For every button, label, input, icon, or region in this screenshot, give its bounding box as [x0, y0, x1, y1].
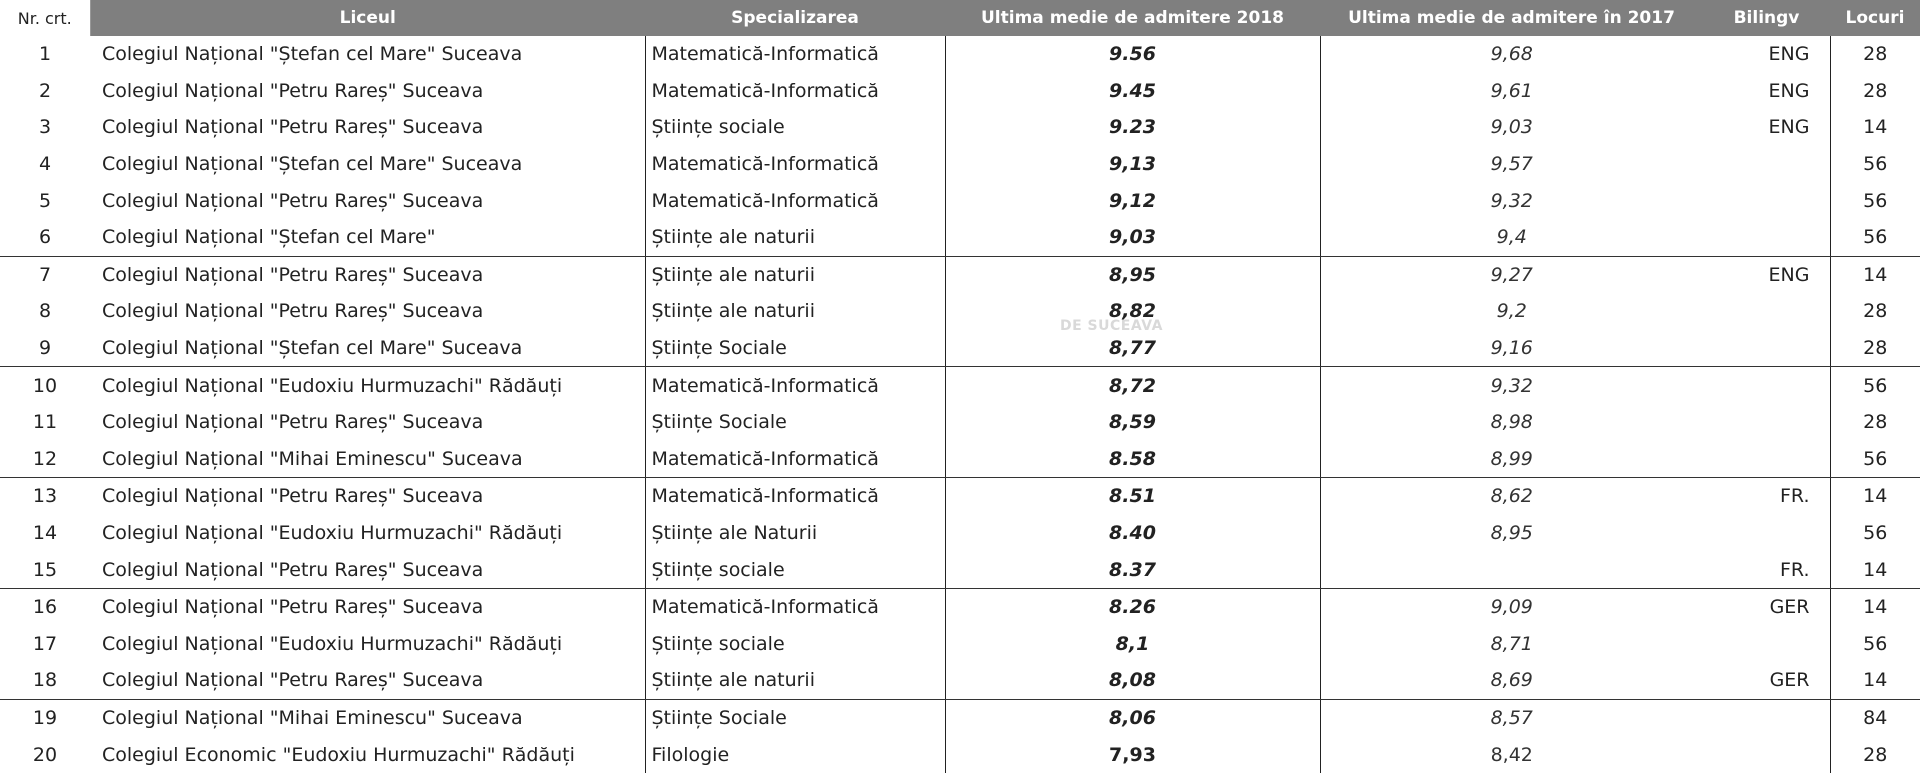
cell-medie-2017: 8,57 — [1320, 699, 1703, 736]
cell-specializarea: Științe Sociale — [645, 404, 945, 441]
cell-medie-2018: 8,95 — [945, 256, 1320, 293]
cell-liceul: Colegiul Național "Ștefan cel Mare" — [90, 219, 645, 256]
cell-specializarea: Matematică-Informatică — [645, 478, 945, 515]
cell-liceul: Colegiul Național "Petru Rareș" Suceava — [102, 300, 484, 323]
cell-medie-2018: 9,12 — [945, 182, 1320, 219]
cell-liceul: Colegiul Național "Eudoxiu Hurmuzachi" Rădăuți — [102, 632, 563, 655]
table-row — [0, 36, 1920, 73]
table-row — [0, 182, 1920, 219]
cell-medie-2018: 8.37 — [945, 551, 1320, 588]
cell-liceul: Colegiul Național "Petru Rareș" Suceava — [102, 189, 484, 212]
cell-bilingv: FR. — [1703, 551, 1830, 588]
cell-bilingv — [1703, 699, 1830, 736]
cell-medie-2018: 9.23 — [945, 109, 1320, 146]
cell-locuri: 14 — [1830, 662, 1920, 699]
table-row — [0, 662, 1920, 699]
cell-medie-2018: 8.51 — [945, 478, 1320, 515]
cell-liceul: Colegiul Național "Ștefan cel Mare" Suceava — [102, 43, 523, 66]
cell-medie-2017: 9,32 — [1320, 367, 1703, 404]
header-row — [0, 0, 1920, 36]
cell-locuri: 56 — [1830, 626, 1920, 663]
cell-liceul: Colegiul Național "Ștefan cel Mare" Suceava — [90, 330, 645, 367]
cell-liceul: Colegiul Național "Petru Rareș" Suceava — [102, 116, 484, 139]
cell-bilingv — [1703, 182, 1830, 219]
cell-specializarea: Științe sociale — [645, 551, 945, 588]
cell-bilingv — [1703, 219, 1830, 256]
table-row — [0, 219, 1920, 256]
cell-nr: 17 — [32, 632, 58, 655]
cell-locuri: 56 — [1830, 146, 1920, 183]
cell-nr: 4 — [38, 153, 52, 176]
cell-bilingv — [1703, 293, 1830, 330]
cell-specializarea: Științe ale Naturii — [645, 515, 945, 552]
cell-specializarea: Științe Sociale — [645, 699, 945, 736]
cell-locuri: 14 — [1830, 478, 1920, 515]
cell-nr: 6 — [0, 219, 90, 256]
cell-medie-2018: 9,03 — [945, 219, 1320, 256]
cell-bilingv: ENG — [1768, 263, 1810, 286]
cell-bilingv — [1703, 404, 1830, 441]
table-row — [0, 404, 1920, 441]
cell-bilingv — [1703, 626, 1830, 663]
cell-locuri: 28 — [1830, 404, 1920, 441]
cell-nr: 8 — [38, 300, 52, 323]
cell-medie-2018: 8,1 — [945, 626, 1320, 663]
cell-locuri: 14 — [1830, 256, 1920, 293]
cell-medie-2017 — [1320, 551, 1703, 588]
cell-locuri: 84 — [1830, 699, 1920, 736]
cell-specializarea: Matematică-Informatică — [645, 367, 945, 404]
cell-medie-2017: 9,27 — [1320, 256, 1703, 293]
table-row — [0, 736, 1920, 773]
header-locuri: Locuri — [1830, 0, 1920, 36]
header-medie-2018: Ultima medie de admitere 2018 — [945, 0, 1320, 36]
cell-nr: 14 — [32, 522, 58, 545]
cell-nr: 2 — [38, 79, 52, 102]
cell-medie-2018: 8,59 — [945, 404, 1320, 441]
cell-liceul: Colegiul Național "Eudoxiu Hurmuzachi" Rădăuți — [102, 374, 563, 397]
cell-liceul: Colegiul Național "Mihai Eminescu" Suceava — [90, 441, 645, 478]
cell-medie-2017: 8,99 — [1320, 441, 1703, 478]
cell-medie-2017: 8,95 — [1320, 515, 1703, 552]
cell-specializarea: Științe Sociale — [645, 330, 945, 367]
cell-liceul: Colegiul Național "Petru Rareș" Suceava — [102, 263, 484, 286]
cell-medie-2017: 9,57 — [1320, 146, 1703, 183]
cell-locuri: 28 — [1830, 736, 1920, 773]
cell-bilingv — [1703, 146, 1830, 183]
table-row — [0, 73, 1920, 110]
cell-specializarea: Filologie — [645, 736, 945, 773]
cell-liceul: Colegiul Național "Mihai Eminescu" Suceava — [102, 706, 523, 729]
cell-bilingv — [1703, 736, 1830, 773]
table-row — [0, 109, 1920, 146]
cell-bilingv — [1703, 330, 1830, 367]
cell-locuri: 56 — [1830, 515, 1920, 552]
header-bilingv: Bilingv — [1703, 0, 1830, 36]
cell-medie-2017: 9,4 — [1320, 219, 1703, 256]
cell-liceul: Colegiul Național "Petru Rareș" Suceava — [90, 662, 645, 699]
cell-locuri: 56 — [1830, 441, 1920, 478]
table-row — [0, 441, 1920, 478]
cell-liceul: Colegiul Național "Petru Rareș" Suceava — [102, 411, 484, 434]
cell-specializarea: Matematică-Informatică — [645, 588, 945, 625]
cell-nr: 10 — [32, 374, 58, 397]
cell-medie-2018: 8.26 — [945, 588, 1320, 625]
cell-medie-2018: 9,13 — [945, 146, 1320, 183]
cell-nr: 12 — [0, 441, 90, 478]
table-row — [0, 626, 1920, 663]
cell-medie-2017: 9,09 — [1320, 588, 1703, 625]
cell-liceul: Colegiul Național "Petru Rareș" Suceava — [102, 79, 484, 102]
cell-medie-2017: 8,71 — [1320, 626, 1703, 663]
cell-specializarea: Matematică-Informatică — [645, 146, 945, 183]
cell-nr: 7 — [38, 263, 52, 286]
cell-liceul: Colegiul Național "Eudoxiu Hurmuzachi" Rădăuți — [102, 522, 563, 545]
cell-medie-2017: 9,61 — [1320, 73, 1703, 110]
header-liceul: Liceul — [90, 0, 645, 36]
table-row — [0, 478, 1920, 515]
cell-locuri: 28 — [1830, 36, 1920, 73]
cell-medie-2018: 8,06 — [945, 699, 1320, 736]
cell-nr: 9 — [0, 330, 90, 367]
cell-medie-2018: 8.40 — [945, 515, 1320, 552]
cell-bilingv: ENG — [1768, 116, 1810, 139]
cell-locuri: 14 — [1830, 551, 1920, 588]
table-row — [0, 588, 1920, 625]
table-row — [0, 256, 1920, 293]
table-row — [0, 330, 1920, 367]
cell-specializarea: Matematică-Informatică — [645, 441, 945, 478]
table-row — [0, 515, 1920, 552]
cell-bilingv: ENG — [1768, 79, 1810, 102]
table-row — [0, 146, 1920, 183]
cell-medie-2018: 7,93 — [945, 736, 1320, 773]
cell-bilingv: GER — [1769, 596, 1810, 619]
header-specializarea: Specializarea — [645, 0, 945, 36]
cell-liceul: Colegiul Național "Ștefan cel Mare" Suceava — [102, 153, 523, 176]
cell-locuri: 14 — [1830, 109, 1920, 146]
cell-specializarea: Științe ale naturii — [645, 219, 945, 256]
cell-locuri: 14 — [1830, 588, 1920, 625]
cell-bilingv — [1703, 441, 1830, 478]
cell-medie-2017: 8,62 — [1320, 478, 1703, 515]
cell-nr: 20 — [32, 743, 58, 766]
cell-bilingv — [1703, 367, 1830, 404]
cell-nr: 5 — [38, 189, 52, 212]
header-nr: Nr. crt. — [0, 0, 90, 36]
cell-specializarea: Științe ale naturii — [645, 293, 945, 330]
cell-medie-2017: 9,03 — [1320, 109, 1703, 146]
cell-liceul: Colegiul Național "Petru Rareș" Suceava — [102, 485, 484, 508]
cell-medie-2017: 8,69 — [1320, 662, 1703, 699]
cell-locuri: 28 — [1830, 73, 1920, 110]
cell-medie-2017: 9,16 — [1320, 330, 1703, 367]
cell-nr: 18 — [0, 662, 90, 699]
table-body — [0, 36, 1920, 773]
header-medie-2017: Ultima medie de admitere în 2017 — [1320, 0, 1703, 36]
cell-medie-2017: 9,68 — [1320, 36, 1703, 73]
cell-nr: 13 — [32, 485, 58, 508]
cell-medie-2017: 9,2 — [1320, 293, 1703, 330]
table-row — [0, 699, 1920, 736]
cell-bilingv — [1703, 515, 1830, 552]
cell-nr: 16 — [32, 596, 58, 619]
cell-specializarea: Matematică-Informatică — [645, 182, 945, 219]
cell-nr: 15 — [0, 551, 90, 588]
cell-specializarea: Științe ale naturii — [645, 256, 945, 293]
cell-liceul: Colegiul Național "Petru Rareș" Suceava — [102, 596, 484, 619]
cell-medie-2018: 9.56 — [945, 36, 1320, 73]
cell-locuri: 28 — [1830, 293, 1920, 330]
cell-locuri: 56 — [1830, 367, 1920, 404]
cell-bilingv: FR. — [1780, 485, 1810, 508]
cell-liceul: Colegiul Economic "Eudoxiu Hurmuzachi" Rădăuți — [102, 743, 575, 766]
cell-specializarea: Științe sociale — [645, 626, 945, 663]
cell-medie-2018: 8,77 — [945, 330, 1320, 367]
cell-locuri: 56 — [1830, 182, 1920, 219]
cell-medie-2018: 8.58 — [945, 441, 1320, 478]
table-row — [0, 293, 1920, 330]
cell-locuri: 28 — [1830, 330, 1920, 367]
cell-nr: 11 — [32, 411, 58, 434]
cell-medie-2018: 8,82 — [945, 293, 1320, 330]
cell-medie-2018: 8,08 — [945, 662, 1320, 699]
cell-medie-2017: 9,32 — [1320, 182, 1703, 219]
cell-specializarea: Științe sociale — [645, 109, 945, 146]
cell-medie-2018: 9.45 — [945, 73, 1320, 110]
cell-medie-2017: 8,42 — [1320, 736, 1703, 773]
cell-bilingv: ENG — [1768, 43, 1810, 66]
cell-medie-2018: 8,72 — [945, 367, 1320, 404]
table-row — [0, 367, 1920, 404]
cell-specializarea: Matematică-Informatică — [645, 73, 945, 110]
cell-nr: 1 — [38, 43, 52, 66]
cell-specializarea: Matematică-Informatică — [645, 36, 945, 73]
cell-specializarea: Științe ale naturii — [645, 662, 945, 699]
cell-bilingv: GER — [1703, 662, 1830, 699]
watermark: DE SUCEAVA — [1060, 318, 1163, 334]
table-row — [0, 551, 1920, 588]
cell-locuri: 56 — [1830, 219, 1920, 256]
cell-nr: 19 — [32, 706, 58, 729]
cell-medie-2017: 8,98 — [1320, 404, 1703, 441]
cell-liceul: Colegiul Național "Petru Rareș" Suceava — [90, 551, 645, 588]
cell-nr: 3 — [38, 116, 52, 139]
